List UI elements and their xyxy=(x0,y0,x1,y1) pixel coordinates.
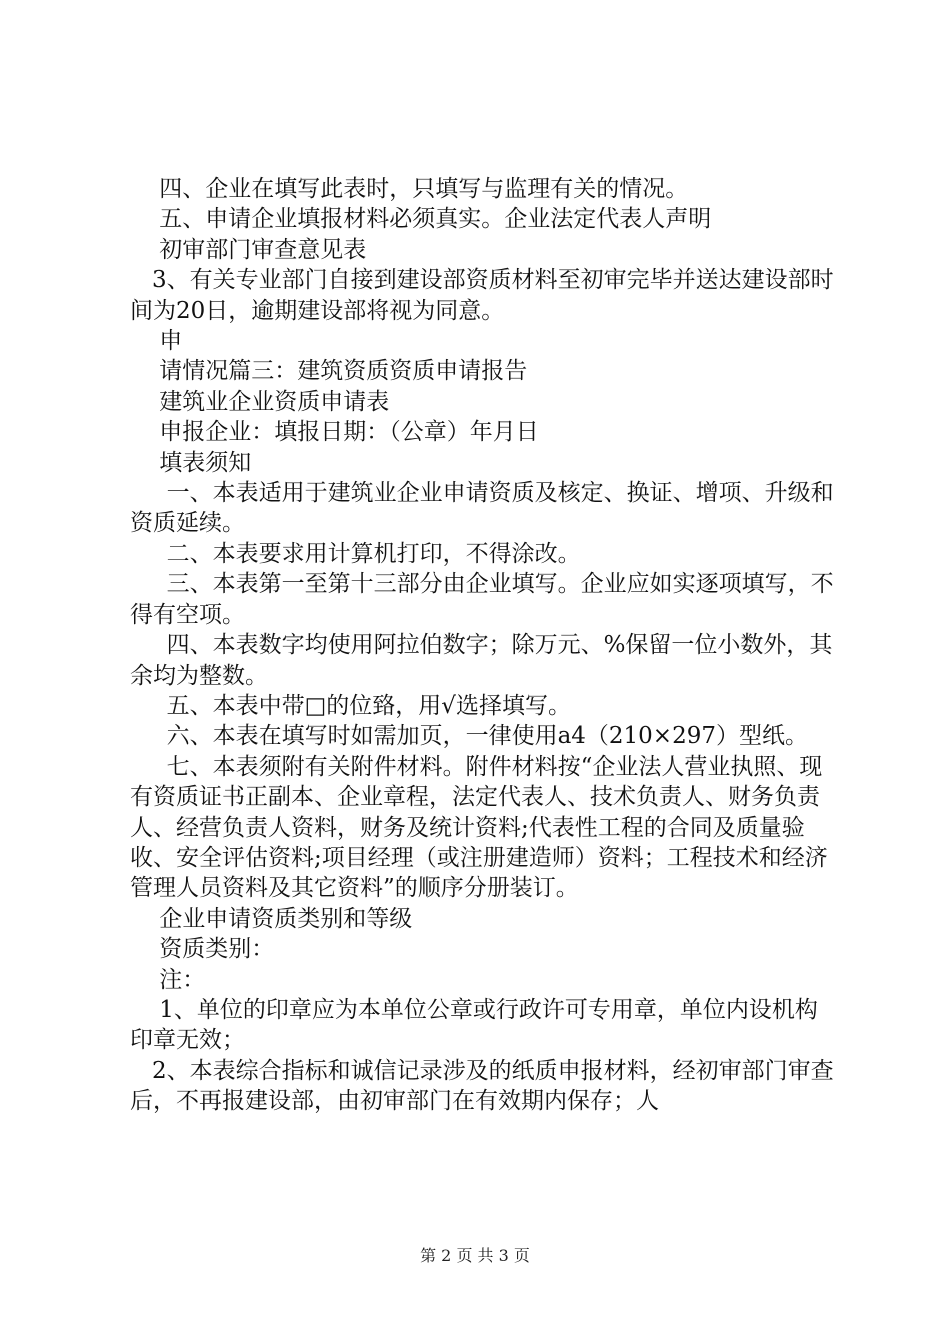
paragraph: 2、本表综合指标和诚信记录涉及的纸质申报材料，经初审部门审查后，不再报建设部，由初审部门在有效期内保存；人 xyxy=(130,1057,834,1115)
paragraph: 四、企业在填写此表时，只填写与监理有关的情况。 xyxy=(130,176,689,202)
paragraph: 请情况篇三：建筑资质资质申请报告 xyxy=(130,358,528,385)
paragraph: 初审部门审查意见表 xyxy=(130,236,367,263)
paragraph: 五、本表中带□的位臵，用√选择填写。 xyxy=(130,692,571,719)
paragraph: 填表须知 xyxy=(130,449,252,476)
paragraph: 三、本表第一至第十三部分由企业填写。企业应如实逐项填写，不得有空项。 xyxy=(130,571,834,628)
paragraph: 一、本表适用于建筑业企业申请资质及核定、换证、增项、升级和资质延续。 xyxy=(130,480,834,537)
paragraph: 五、申请企业填报材料必须真实。企业法定代表人声明 xyxy=(130,206,712,233)
paragraph: 建筑业企业资质申请表 xyxy=(130,388,390,415)
paragraph: 申 xyxy=(130,328,183,355)
paragraph: 3、有关专业部门自接到建设部资质材料至初审完毕并送达建设部时间为20日，逾期建设部将视为同意。 xyxy=(130,267,834,324)
paragraph: 四、本表数字均使用阿拉伯数字；除万元、%保留一位小数外，其余均为整数。 xyxy=(130,632,833,689)
paragraph: 注： xyxy=(130,966,206,993)
paragraph: 1、单位的印章应为本单位公章或行政许可专用章，单位内设机构印章无效； xyxy=(130,996,818,1054)
paragraph: 资质类别： xyxy=(130,936,275,963)
paragraph: 企业申请资质类别和等级 xyxy=(130,905,413,932)
paragraph: 申报企业：填报日期：（公章）年月日 xyxy=(130,419,539,446)
paragraph: 七、本表须附有关附件材料。附件材料按“企业法人营业执照、现有资质证书正副本、企业章程，法定代表人、技术负责人、财务负责人、经营负责人资料，财务及统计资料;代表性工程的合同及质量验收、安全评估资料;项目经理（或注册建造师）资料；工程技术和经济管理人员资料及其它资料”的顺序分册装订。 xyxy=(130,753,828,902)
document-body xyxy=(130,174,835,1117)
paragraph: 六、本表在填写时如需加页，一律使用a4（210×297）型纸。 xyxy=(130,723,808,750)
paragraph: 二、本表要求用计算机打印，不得涂改。 xyxy=(130,540,581,567)
page-footer xyxy=(0,1243,950,1266)
page-number: 第 2 页 共 3 页 xyxy=(420,1246,530,1265)
